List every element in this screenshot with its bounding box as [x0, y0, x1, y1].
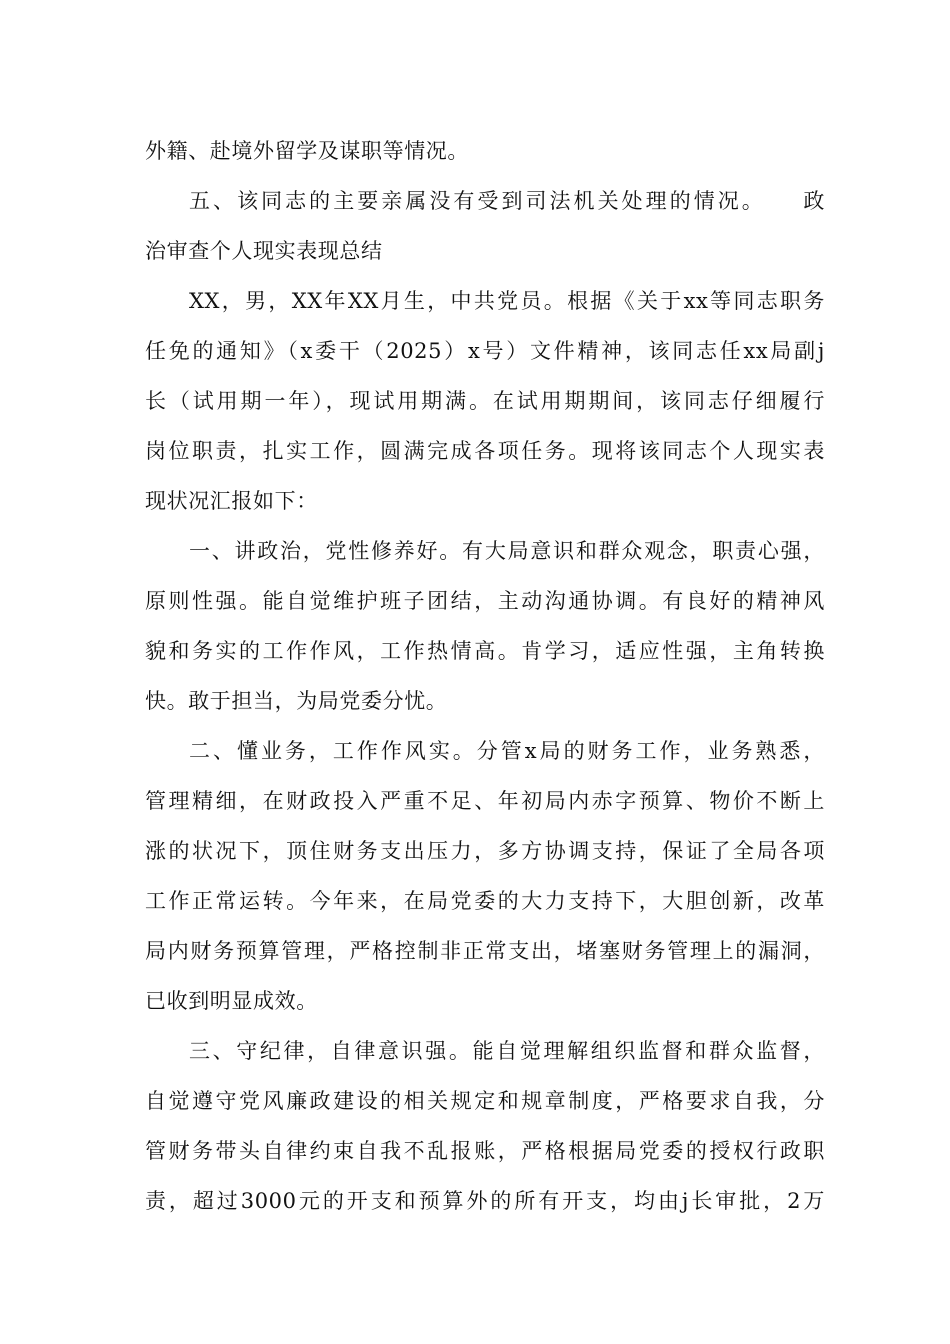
- section-one-line: 一、讲政治，党性修养好。有大局意识和群众观念，职责心强，: [189, 539, 825, 563]
- text-line: 长（试用期一年），现试用期满。在试用期期间，该同志仔细履行: [145, 389, 825, 413]
- text-line: 任免的通知》（x委干（2025）x号）文件精神，该同志任xx局副j: [145, 339, 825, 363]
- section-three-line: 三、守纪律，自律意识强。能自觉理解组织监督和群众监督，: [189, 1039, 825, 1063]
- text-line: XX，男，XX年XX月生，中共党员。根据《关于xx等同志职务: [189, 289, 825, 313]
- text-line: 自觉遵守党风廉政建设的相关规定和规章制度，严格要求自我，分: [145, 1089, 825, 1113]
- text-line: 管理精细，在财政投入严重不足、年初局内赤字预算、物价不断上: [145, 789, 825, 813]
- section-two-line: 二、懂业务，工作作风实。分管x局的财务工作，业务熟悉，: [189, 739, 825, 763]
- text-line: 责，超过3000元的开支和预算外的所有开支，均由j长审批，2万: [145, 1189, 825, 1213]
- heading-line: 治审查个人现实表现总结: [145, 239, 383, 263]
- text-line: 管财务带头自律约束自我不乱报账，严格根据局党委的授权行政职: [145, 1139, 825, 1163]
- text-line: 已收到明显成效。: [145, 989, 318, 1013]
- text-line: 局内财务预算管理，严格控制非正常支出，堵塞财务管理上的漏洞，: [145, 939, 825, 963]
- text-line: 快。敢于担当，为局党委分忧。: [145, 689, 448, 713]
- section-five-line: 五、该同志的主要亲属没有受到司法机关处理的情况。 政: [189, 189, 825, 213]
- text-line: 貌和务实的工作作风，工作热情高。肯学习，适应性强，主角转换: [145, 639, 825, 663]
- text-line: 涨的状况下，顶住财务支出压力，多方协调支持，保证了全局各项: [145, 839, 825, 863]
- text-line: 现状况汇报如下：: [145, 489, 318, 513]
- text-line: 外籍、赴境外留学及谋职等情况。: [145, 139, 469, 163]
- text-line: 原则性强。能自觉维护班子团结，主动沟通协调。有良好的精神风: [145, 589, 825, 613]
- text-line: 岗位职责，扎实工作，圆满完成各项任务。现将该同志个人现实表: [145, 439, 825, 463]
- text-line: 工作正常运转。今年来，在局党委的大力支持下，大胆创新，改革: [145, 889, 825, 913]
